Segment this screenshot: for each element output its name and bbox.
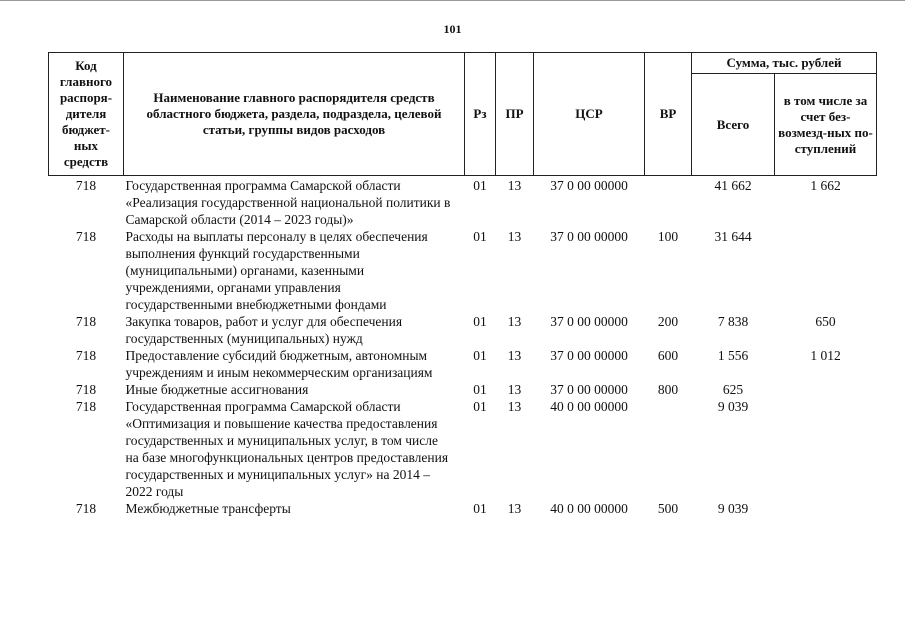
header-csr: ЦСР bbox=[534, 53, 645, 176]
table-row bbox=[49, 228, 877, 313]
cell-name: Государственная программа Самарской области «Реализация государственной национальной политики в Самарской области (2014 – 2023 годы)» bbox=[125, 178, 451, 227]
cell-csr: 40 0 00 00000 bbox=[550, 501, 628, 516]
cell-nonrepayable bbox=[775, 228, 877, 313]
header-code: Код главного распоря-дителя бюджет-ных средств bbox=[49, 53, 124, 176]
cell-csr: 37 0 00 00000 bbox=[550, 178, 628, 193]
cell-nonrepayable bbox=[775, 398, 877, 500]
header-vr: ВР bbox=[645, 53, 692, 176]
cell-rz: 01 bbox=[473, 348, 487, 363]
cell-vr: 800 bbox=[657, 382, 679, 397]
table-row bbox=[49, 176, 877, 229]
cell-pr: 13 bbox=[507, 501, 522, 516]
cell-nonrepayable: 1 662 bbox=[810, 178, 841, 193]
cell-vr: 100 bbox=[657, 229, 679, 244]
cell-pr: 13 bbox=[507, 348, 522, 363]
cell-vr: 500 bbox=[657, 501, 679, 516]
cell-rz: 01 bbox=[473, 399, 487, 414]
table-row bbox=[49, 381, 877, 398]
cell-total: 41 662 bbox=[714, 178, 752, 193]
cell-vr bbox=[645, 398, 692, 500]
header-name: Наименование главного распорядителя средств областного бюджета, раздела, подраздела, целевой статьи, группы видов расходов bbox=[124, 53, 465, 176]
cell-csr: 40 0 00 00000 bbox=[550, 399, 628, 414]
cell-nonrepayable: 650 bbox=[815, 314, 836, 329]
table-header bbox=[49, 53, 877, 176]
cell-vr: 600 bbox=[657, 348, 679, 363]
cell-csr: 37 0 00 00000 bbox=[550, 348, 628, 363]
header-total: Всего bbox=[692, 74, 775, 176]
table-row bbox=[49, 347, 877, 381]
cell-code: 718 bbox=[75, 348, 97, 363]
cell-total: 625 bbox=[722, 382, 744, 397]
page-number: 101 bbox=[443, 22, 462, 36]
header-pr: ПР bbox=[496, 53, 534, 176]
cell-name: Государственная программа Самарской области «Оптимизация и повышение качества предоставления государственных и муниципальных услуг, в том числе на базе многофункциональных центров предоставления государственных и муниципальных услуг» на 2014 – 2022 годы bbox=[125, 399, 449, 499]
cell-total: 1 556 bbox=[717, 348, 749, 363]
table-row bbox=[49, 398, 877, 500]
cell-pr: 13 bbox=[507, 314, 522, 329]
cell-rz: 01 bbox=[473, 178, 487, 193]
cell-csr: 37 0 00 00000 bbox=[550, 314, 628, 329]
cell-total: 31 644 bbox=[714, 229, 752, 244]
header-nonrepayable: в том числе за счет без-возмезд-ных по-ступлений bbox=[775, 74, 877, 176]
cell-name: Иные бюджетные ассигнования bbox=[125, 382, 309, 397]
cell-name: Расходы на выплаты персоналу в целях обеспечения выполнения функций государственными (муниципальными) органами, казенными учреждениями, органами управления государственными внебюджетными фондами bbox=[125, 229, 428, 312]
budget-table bbox=[48, 52, 877, 517]
header-rz: Рз bbox=[465, 53, 496, 176]
cell-name: Предоставление субсидий бюджетным, автономным учреждениям и иным некоммерческим организациям bbox=[125, 348, 433, 380]
cell-csr: 37 0 00 00000 bbox=[550, 382, 628, 397]
cell-code: 718 bbox=[75, 314, 97, 329]
cell-pr: 13 bbox=[507, 382, 522, 397]
top-edge-line bbox=[0, 0, 905, 1]
cell-rz: 01 bbox=[473, 314, 487, 329]
cell-total: 7 838 bbox=[717, 314, 749, 329]
cell-name: Межбюджетные трансферты bbox=[125, 501, 291, 516]
table-row bbox=[49, 500, 877, 517]
cell-nonrepayable: 1 012 bbox=[810, 348, 841, 363]
table-body bbox=[49, 176, 877, 518]
cell-total: 9 039 bbox=[717, 501, 749, 516]
cell-rz: 01 bbox=[473, 229, 487, 244]
cell-csr: 37 0 00 00000 bbox=[550, 229, 628, 244]
cell-pr: 13 bbox=[507, 399, 522, 414]
cell-nonrepayable bbox=[775, 381, 877, 398]
cell-code: 718 bbox=[75, 178, 97, 193]
cell-pr: 13 bbox=[507, 178, 522, 193]
cell-nonrepayable bbox=[775, 500, 877, 517]
cell-vr: 200 bbox=[657, 314, 679, 329]
cell-code: 718 bbox=[75, 229, 97, 244]
cell-pr: 13 bbox=[507, 229, 522, 244]
cell-rz: 01 bbox=[473, 382, 487, 397]
cell-code: 718 bbox=[75, 399, 97, 414]
cell-vr bbox=[645, 176, 692, 229]
cell-code: 718 bbox=[75, 501, 97, 516]
cell-name: Закупка товаров, работ и услуг для обеспечения государственных (муниципальных) нужд bbox=[125, 314, 403, 346]
cell-rz: 01 bbox=[473, 501, 487, 516]
header-sum: Сумма, тыс. рублей bbox=[692, 53, 877, 74]
cell-code: 718 bbox=[75, 382, 97, 397]
table-row bbox=[49, 313, 877, 347]
cell-total: 9 039 bbox=[717, 399, 749, 414]
